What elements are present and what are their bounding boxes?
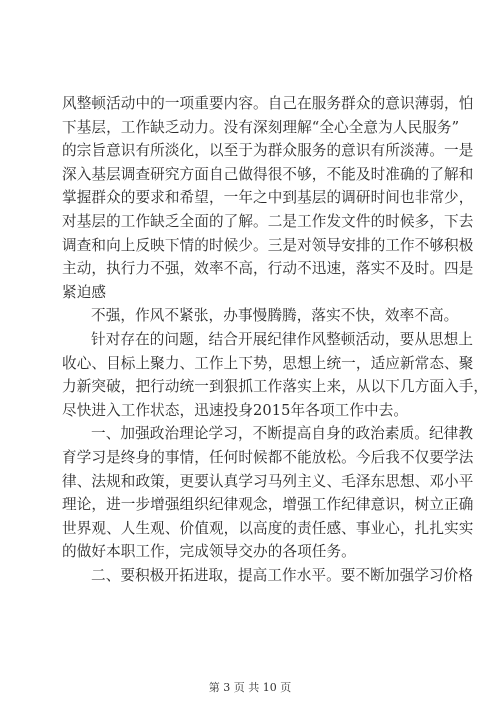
text-line: 律、法规和政策，更要认真学习马列主义、毛泽东思想、邓小平: [62, 472, 474, 490]
paragraph-start: 不强，作风不紧张，办事慢腾腾，落实不快，效率不高。: [91, 307, 459, 325]
text-line: 的做好本职工作，完成领导交办的各项任务。: [62, 543, 356, 561]
paragraph-start: 二、要积极开拓进取，提高工作水平。要不断加强学习价格: [91, 566, 474, 584]
text-line: 世界观、人生观、价值观，以高度的责任感、事业心，扎扎实实: [62, 519, 474, 537]
text-line: 收心、目标上聚力、工作上下势，思想上统一，适应新常态、聚: [62, 354, 474, 372]
page-footer: 第 3 页 共 10 页: [208, 681, 292, 694]
text-line: 调查和向上反映下情的时候少。三是对领导安排的工作不够积极: [62, 236, 474, 254]
text-line: 的宗旨意识有所淡化，以至于为群众服务的意识有所淡薄。一是: [62, 142, 474, 160]
text-line: 深入基层调查研究方面自己做得很不够，不能及时准确的了解和: [62, 165, 474, 183]
text-line: 下基层，工作缺乏动力。没有深刻理解“全心全意为人民服务”: [62, 118, 460, 136]
text-line: 主动，执行力不强，效率不高，行动不迅速，落实不及时。四是: [62, 260, 474, 278]
text-line: 力新突破，把行动统一到狠抓工作落实上来，从以下几方面入手，: [62, 378, 489, 396]
paragraph-start: 针对存在的问题，结合开展纪律作风整顿活动，要从思想上: [91, 330, 474, 348]
text-line: 风整顿活动中的一项重要内容。自己在服务群众的意识薄弱，怕: [62, 95, 474, 112]
text-line: 紧迫感: [62, 283, 107, 301]
text-line: 掌握群众的要求和希望，一年之中到基层的调研时间也非常少，: [62, 189, 474, 207]
body-text: [62, 92, 489, 587]
text-line: 育学习是终身的事情，任何时候都不能放松。今后我不仅要学法: [62, 448, 474, 466]
text-line: 理论，进一步增强组织纪律观念，增强工作纪律意识，树立正确: [62, 496, 474, 514]
text-line: 尽快进入工作状态，迅速投身2015年各项工作中去。: [62, 401, 409, 419]
paragraph-start: 一、加强政治理论学习，不断提高自身的政治素质。纪律教: [91, 425, 474, 443]
text-line: 对基层的工作缺乏全面的了解。二是工作发文件的时候多，下去: [62, 212, 474, 230]
